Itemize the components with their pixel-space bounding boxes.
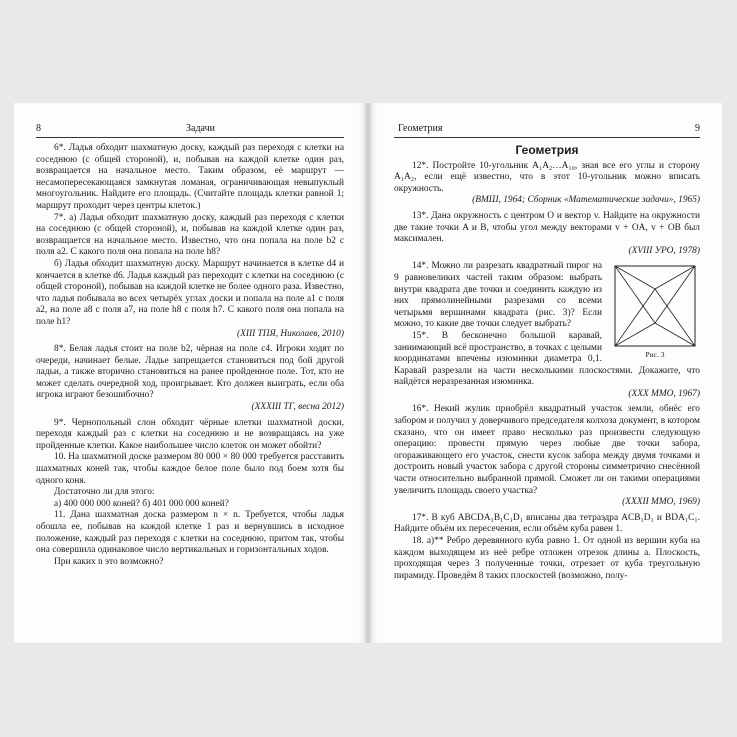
- problem-10: 10. На шахматной доске размером 80 000 × 80 000 требуется расставить шахматных коней так, чтобы каждое белое поле было под боем хотя бы одного коня.: [36, 452, 344, 486]
- source-12: (ВМШ, 1964; Сборник «Математические задачи», 1965): [472, 195, 700, 206]
- right-page-body: [394, 143, 700, 582]
- problem-7b: б) Ладья обходит шахматную доску. Маршрут начинается в клетке d4 и кончается в клетке d6. Ладья каждый раз переходит с клетки на соседнюю (с общей стороной), побывав на каждой клетке не более одного раза. Известно, что ладья побывала во всех четырёх углах доски и попала на поле a1 с поля a2, на поле a8 с поля a7, на поле h8 с поля h7. С какого поля она попала на поле h1?: [36, 258, 344, 327]
- right-running-header: [394, 123, 700, 138]
- problem-11: 11. Дана шахматная доска размером n × n. Требуется, чтобы ладья обошла ее, побывав на каждой клетке 1 раз и вернувшись в исходное положение, каждый раз переходя с клетки на соседнюю, притом так, чтобы она совершила одинаковое число вертикальных и горизонтальных ходов.: [36, 510, 344, 556]
- right-header-title: Геометрия: [398, 123, 443, 134]
- left-running-header: [36, 123, 344, 138]
- left-header-title: Задачи: [186, 123, 215, 134]
- problem-7a: 7*. а) Ладья обходит шахматную доску, каждый раз переходя с клетки на соседнюю (с общей стороной), и, побывав на каждой клетке один раз, возвращается на начальное место. Известно, что она попала на поле b2 с поля a2. С какого поля она попала на поле h8?: [36, 212, 344, 258]
- problem-11-question: При каких n это возможно?: [54, 556, 164, 567]
- figure-caption: Рис. 3: [645, 350, 665, 360]
- square-cut-diagram: [612, 263, 698, 349]
- problem-14: 14*. Можно ли разрезать квадратный пирог на 9 равновеликих частей таким образом: выбрать внутри квадрата две точки и соединить каждую из них прямолинейными разрезами со всеми четырьмя вершинами квадрата (рис. 3)? Если можно, то какие две точки следует выбрать?: [394, 261, 602, 330]
- source-15: (XXX ММО, 1967): [628, 388, 700, 399]
- source-13: (XVIII УРО, 1978): [628, 245, 700, 256]
- problem-16: 16*. Некий жулик приобрёл квадратный участок земли, обнёс его забором и получил у доверчивого председателя колхоза документ, в котором сказано, что он имеет право несколько раз произвести следующую операцию: провести прямую через любые две точки забора, огораживающего его участок, снести кусок забора между двумя точками и достроить новый участок забора с другой стороны симметрично снесённой части относительно выбранной прямой. Сможет ли он такими операциями увеличить площадь своего участка?: [394, 404, 700, 496]
- problem-17: 17*. В куб ABCDA₁B₁C₁D₁ вписаны два тетраэдра ACB₁D₁ и BDA₁C₁. Найдите объём их пересечения, если объём куба равен 1.: [394, 512, 700, 535]
- problem-10-options: а) 400 000 000 коней? б) 401 000 000 коней?: [54, 498, 229, 509]
- problem-9: 9*. Чернопольный слон обходит чёрные клетки шахматной доски, переходя каждый раз с клетки на соседнюю и не возвращаясь на уже пройденные клетки. Какое наибольшее число клеток он может обойти?: [36, 417, 344, 451]
- left-page: [14, 103, 366, 643]
- left-page-number: 8: [36, 123, 41, 134]
- problem-18: 18. а)** Ребро деревянного куба равно 1. От одной из вершин куба на каждом выходящем из неё ребре отложен отрезок длины a. Плоскость, проходящая через 3 полученные точки, отрезает от куба треугольную пирамиду. Проведём 8 таких плоскостей (возможно, полу-: [394, 536, 700, 581]
- section-title: Геометрия: [515, 143, 579, 157]
- figure-3: [610, 263, 700, 361]
- problem-10-question: Достаточно ли для этого:: [54, 487, 155, 498]
- left-page-body: [36, 143, 344, 568]
- problem-6: 6*. Ладья обходит шахматную доску, каждый раз переходя с клетки на соседнюю (с общей стороной), и, побывав на каждой клетке один раз, возвращается на начальное место. Таким образом, её маршрут — несамопересекающаяся замкнутая ломаная, ограничивающая невыпуклый многоугольник. Найдите его площадь. (Считайте площадь клетки равной 1; маршрут проходит через центры клеток.): [36, 143, 344, 211]
- source-7: (XIII ТПЯ, Николаев, 2010): [236, 328, 344, 339]
- problem-15: 15*. В бесконечно большой каравай, заниимающий всё пространство, в точках с целыми координатами впечены изюминки диаметра 0,1. Каравай разрезали на части несколькими плоскостями. Докажите, что найдётся неразрезанная изюминка.: [394, 330, 700, 388]
- right-page-number: 9: [695, 123, 700, 134]
- source-16: (XXXII ММО, 1969): [622, 497, 700, 508]
- problem-12: 12*. Постройте 10-угольник A₁A₂…A₁₀, зная все его углы и сторону A₁A₂, если ещё известно, что в этот 10-угольник можно вписать окружность.: [394, 160, 700, 194]
- problem-8: 8*. Белая ладья стоит на поле b2, чёрная на поле c4. Игроки ходят по очереди, начинает белые. Ладье запрещается становиться под бой другой ладьи, а также вторично становиться на ранее пройденное поле. Тот, кто не может сделать очередной ход, проигрывает. Кто должен выиграть, если оба игрока играют безошибочно?: [36, 344, 344, 401]
- right-page: [370, 103, 722, 643]
- problem-13: 13*. Дана окружность с центром O и вектор v. Найдите на окружности две такие точки A и B, чтобы угол между векторами v + OA, v + OB был максимален.: [394, 210, 700, 245]
- source-8: (XXXIII ТГ, весна 2012): [251, 402, 344, 413]
